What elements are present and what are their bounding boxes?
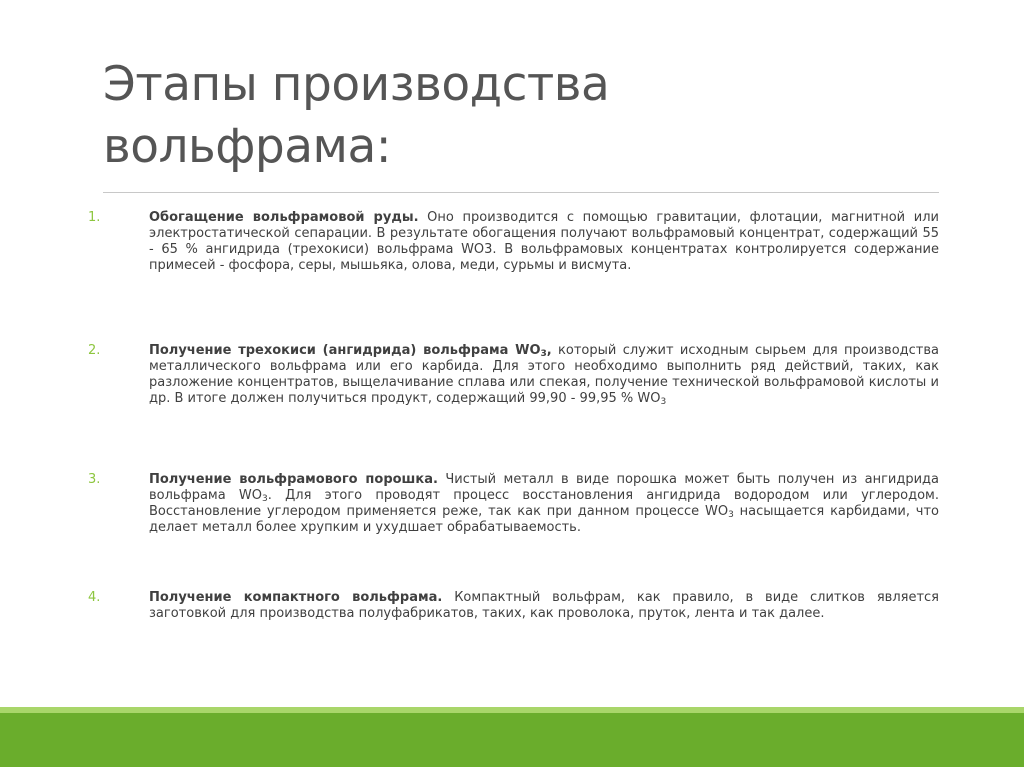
title-line-2: вольфрама: xyxy=(103,119,392,174)
item-2-lead-text: Получение трехокиси (ангидрида) вольфрама WO xyxy=(149,343,541,358)
item-4-lead: Получение компактного вольфрама. xyxy=(149,590,443,605)
list-text-1 xyxy=(149,210,939,274)
item-2-lead-comma: , xyxy=(546,343,552,358)
footer-band xyxy=(0,713,1024,767)
item-3-sub-2: 3 xyxy=(728,510,734,520)
item-2-lead xyxy=(149,343,552,358)
item-1-lead: Обогащение вольфрамовой руды. xyxy=(149,210,419,225)
list-text-3 xyxy=(149,472,939,536)
item-2-body-sub: 3 xyxy=(660,397,667,407)
slide-title xyxy=(103,54,943,178)
list-number-4: 4. xyxy=(88,590,101,605)
item-1-body: Оно производится с помощью гравитации, флотации, магнитной или электростатической сепарации. В результате обогащения получают вольфрамовый концентрат, содержащий 55 - 65 % ангидрида (трехокиси) вольфрама WO3. В вольфрамовых концентратах контролируется содержание примесей - фосфора, серы, мышьяка, олова, меди, сурьмы и висмута. xyxy=(149,210,939,273)
item-3-body-part2: . Для этого проводят процесс восстановления ангидрида водородом или углеродом. Восстановление углеродом применяется реже, так как при данном процессе WO xyxy=(149,488,940,519)
list-text-2 xyxy=(149,343,939,407)
list-number-3: 3. xyxy=(88,472,101,487)
list-number-2: 2. xyxy=(88,343,101,358)
item-3-lead: Получение вольфрамового порошка. xyxy=(149,472,438,487)
item-3-body-part3: насыщается карбидами, что делает металл более хрупким и ухудшает обрабатываемость. xyxy=(149,504,939,535)
item-4-body: Компактный вольфрам, как правило, в виде слитков является заготовкой для производства полуфабрикатов, таких, как проволока, пруток, лента и так далее. xyxy=(149,590,939,621)
item-3-body-part1: Чистый металл в виде порошка может быть получен из ангидрида вольфрама WO xyxy=(149,472,940,503)
item-2-body: который служит исходным сырьем для производства металлического вольфрама или его карбида. Для этого необходимо выполнить ряд действий, таких, как разложение концентратов, выщелачивание сплава или спекая, получение технической вольфрамовой кислоты и др. В итоге должен получиться продукт, содержащий 99,90 - 99,95 % WO xyxy=(149,343,939,406)
title-line-1: Этапы производства xyxy=(103,57,610,112)
list-number-1: 1. xyxy=(88,210,101,225)
title-divider xyxy=(103,192,939,193)
list-text-4 xyxy=(149,590,939,622)
item-3-sub-1: 3 xyxy=(262,494,268,504)
item-2-lead-sub: 3 xyxy=(540,349,547,359)
